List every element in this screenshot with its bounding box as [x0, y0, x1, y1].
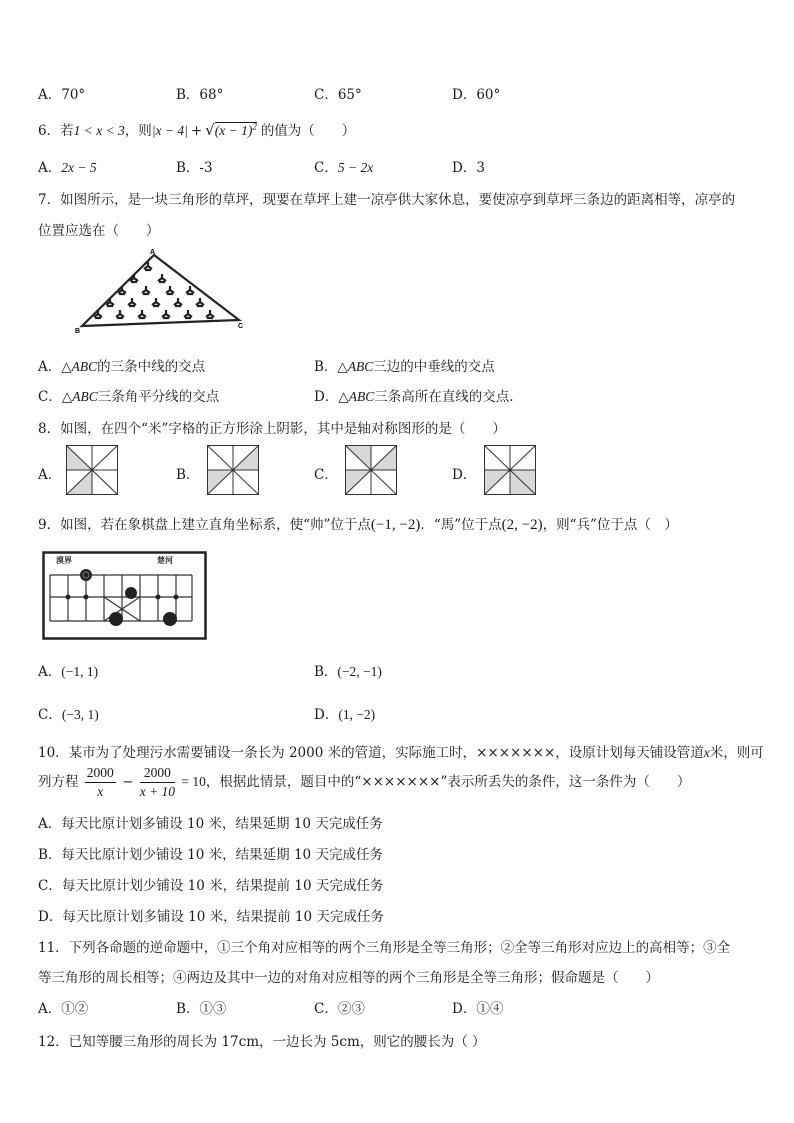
- grass-tuft: [138, 310, 146, 318]
- q9-option-a: A．(−1, 1): [38, 664, 99, 680]
- q9-chessboard-figure: [42, 551, 208, 641]
- sqrt-sign: √: [205, 121, 215, 139]
- q8-option-c-figure: [345, 445, 397, 495]
- q7-option-a: A．△ABC的三条中线的交点: [38, 359, 206, 375]
- q9-option-c: C．(−3, 1): [38, 707, 99, 723]
- q9-option-b: B．(−2, −1): [314, 664, 382, 680]
- q11-option-c: C．②③: [314, 1001, 365, 1017]
- q7-option-c: C．△ABC三条角平分线的交点: [38, 389, 220, 405]
- q9-shuai-point: (−1, −2): [370, 517, 421, 533]
- grass-tuft: [196, 298, 204, 306]
- q8-option-a-figure: [66, 445, 118, 495]
- q7-lawn-figure: [72, 244, 252, 334]
- q9-option-d: D．(1, −2): [314, 707, 376, 723]
- q8-option-c-label: C．: [314, 467, 338, 483]
- triangle-abc: [82, 255, 239, 326]
- q10-fraction-2: $\frac{2000}{x + 10}$: [139, 765, 176, 799]
- vertex-a-label: A: [150, 249, 156, 256]
- chess-board: [42, 551, 208, 641]
- grass-tuft: [186, 286, 194, 294]
- q10-option-c: C．每天比原计划少铺设 10 米，结果提前 10 天完成任务: [38, 878, 384, 894]
- q5-option-c: C．65°: [314, 87, 362, 103]
- q6-option-c: C．5 − 2x: [314, 160, 374, 176]
- mi-grid-d: [484, 445, 536, 495]
- board-left-label: 漠界: [56, 555, 72, 565]
- extra-piece: [125, 587, 137, 599]
- triangle-lawn-diagram: [72, 244, 252, 334]
- q5-option-b: B．68°: [176, 87, 224, 103]
- grass-tuft: [158, 274, 166, 282]
- q11-question-line1: 11．下列各命题的逆命题中，①三个角对应相等的两个三角形是全等三角形；②全等三角形对应边上的高相等；③全: [38, 940, 731, 956]
- q6-abs-expr: |x − 4|: [151, 123, 188, 138]
- q7-option-b: B．△ABC三边的中垂线的交点: [314, 359, 495, 375]
- vertex-b-label: B: [75, 328, 81, 334]
- q6-option-a: A．2x − 5: [38, 160, 97, 176]
- grass-tufts: [94, 262, 214, 318]
- shuai-piece: [109, 612, 123, 626]
- q6-question: 6．若1 < x < 3，则$|x - 4| + √(x - 1)^2$ 的值为（ ）: [38, 121, 356, 139]
- q9-ma-point: (2, −2): [501, 517, 543, 533]
- q10-question-line1: 10．某市为了处理污水需要铺设一条长为 2000 米的管道，实际施工时，×××××××，设原计划每天铺设管道x米，则可: [38, 745, 764, 761]
- q6-option-b: B．-3: [176, 160, 213, 176]
- grass-tuft: [152, 298, 160, 306]
- q6-sqrt-expr: $(x - 1)^2$: [214, 121, 257, 138]
- q8-option-b-figure: [207, 445, 259, 495]
- q6-option-d: D．3: [452, 160, 485, 176]
- q10-option-d: D．每天比原计划多铺设 10 米，结果提前 10 天完成任务: [38, 909, 384, 925]
- bing-piece: [80, 569, 92, 581]
- q11-option-a: A．①②: [38, 1001, 89, 1017]
- q11-question-line2: 等三角形的周长相等；④两边及其中一边的对角对应相等的两个三角形是全等三角形；假命题是（ ）: [38, 970, 659, 986]
- q10-fraction-1: $\frac{2000}{x}$: [86, 765, 114, 799]
- q8-option-b-label: B．: [176, 467, 200, 483]
- grass-tuft: [206, 310, 214, 318]
- q12-question: 12．已知等腰三角形的周长为 17cm，一边长为 5cm，则它的腰长为（ ）: [38, 1034, 486, 1050]
- q6-range: 1 < x < 3: [73, 123, 125, 138]
- grass-tuft: [116, 310, 124, 318]
- mi-grid-c: [345, 445, 397, 495]
- q5-option-a: A．70°: [38, 87, 86, 103]
- q7-question-line1: 7．如图所示，是一块三角形的草坪，现要在草坪上建一凉亭供大家休息，要使凉亭到草坪三条边的距离相等，凉亭的: [38, 192, 736, 208]
- grass-tuft: [128, 298, 136, 306]
- mi-grid-b: [207, 445, 259, 495]
- q10-option-a: A．每天比原计划多铺设 10 米，结果延期 10 天完成任务: [38, 816, 383, 832]
- q10-option-b: B．每天比原计划少铺设 10 米，结果延期 10 天完成任务: [38, 847, 383, 863]
- grass-tuft: [142, 286, 150, 294]
- q7-option-d: D．△ABC三条高所在直线的交点.: [314, 389, 514, 405]
- q7-question-line2: 位置应选在（ ）: [38, 223, 160, 239]
- q10-question-line2: 列方程 $\frac{2000}{x}$ − $\frac{2000}{x + 10}$ = 10，根据此情景，题目中的“×××××××”表示所丢失的条件，这一条件为（ ）: [38, 765, 691, 799]
- q11-option-b: B．①③: [176, 1001, 227, 1017]
- ma-piece: [163, 612, 177, 626]
- q9-question: 9．如图，若在象棋盘上建立直角坐标系，使“帅”位于点(−1, −2)．“馬”位于点(2, −2)，则“兵”位于点（ ）: [38, 517, 678, 533]
- vertex-c-label: C: [238, 323, 244, 330]
- q8-question: 8．如图，在四个“米”字格的正方形涂上阴影，其中是轴对称图形的是（ ）: [38, 421, 506, 437]
- q8-option-d-label: D．: [452, 467, 477, 483]
- q5-option-d: D．60°: [452, 87, 501, 103]
- grass-tuft: [162, 310, 170, 318]
- grass-tuft: [184, 310, 192, 318]
- board-right-label: 楚河: [157, 555, 173, 565]
- q11-option-d: D．①④: [452, 1001, 504, 1017]
- q8-option-d-figure: [484, 445, 536, 495]
- grass-tuft: [174, 298, 182, 306]
- grass-tuft: [166, 286, 174, 294]
- mi-grid-a: [66, 445, 118, 495]
- q8-option-a-label: A．: [38, 467, 62, 483]
